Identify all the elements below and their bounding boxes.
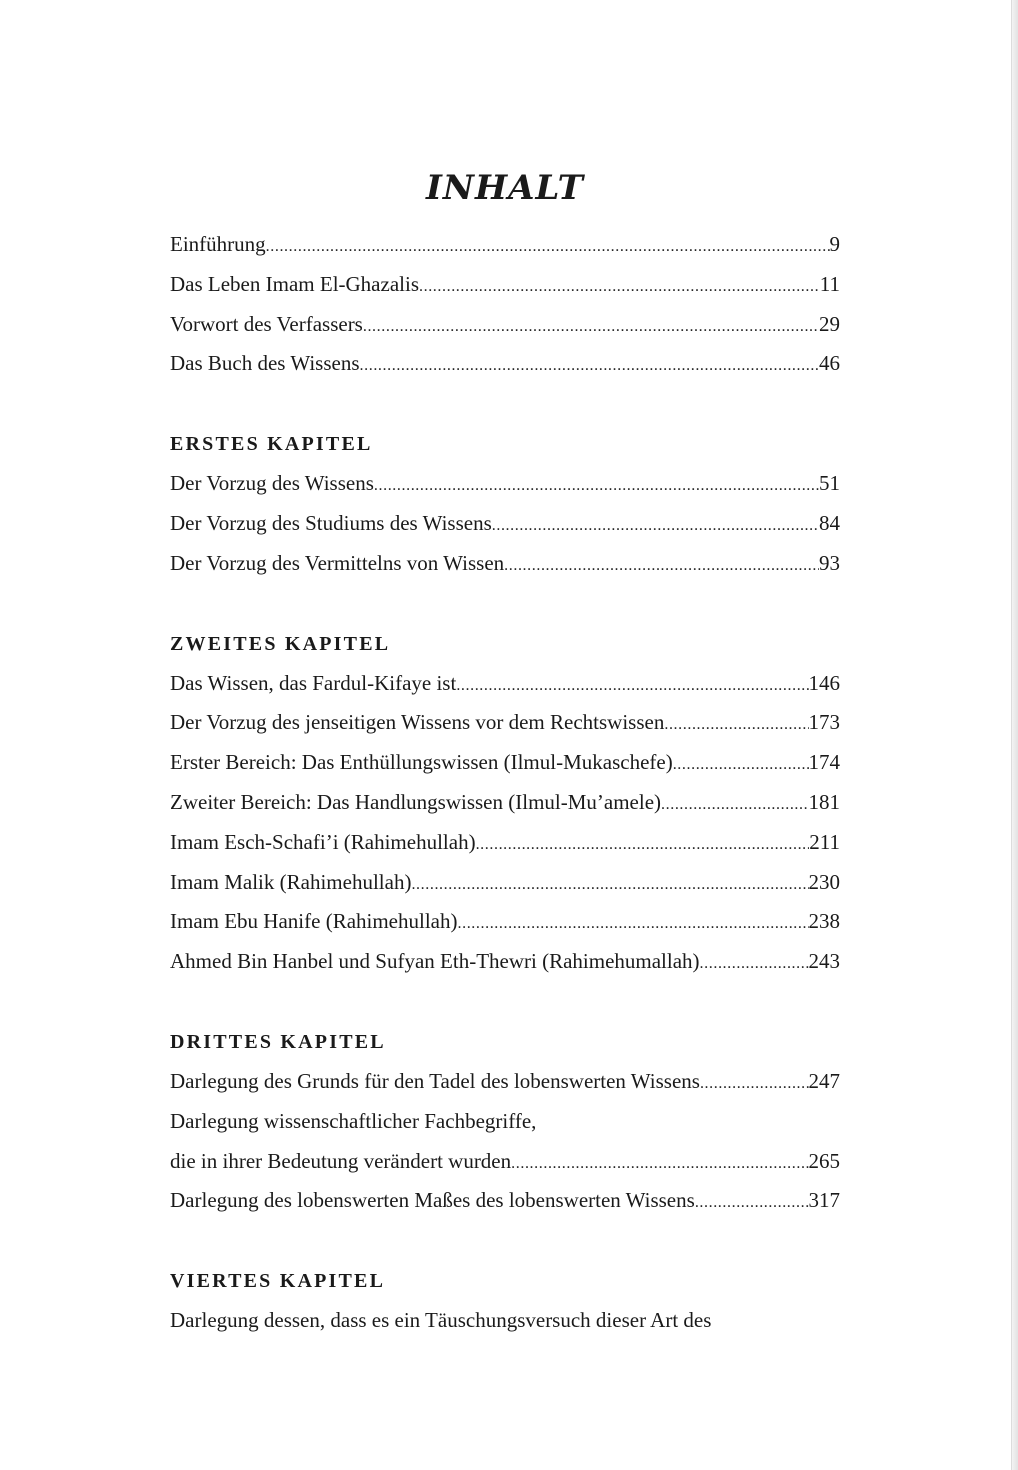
dot-leader — [419, 267, 820, 307]
toc-entry[interactable] — [170, 1142, 840, 1182]
toc-entry[interactable] — [170, 305, 840, 345]
dot-leader — [476, 825, 810, 865]
dot-leader — [363, 307, 819, 347]
toc-entry[interactable] — [170, 504, 840, 544]
table-of-contents — [170, 225, 840, 1381]
toc-entry-line: Darlegung dessen, dass es ein Täuschungsversuch dieser Art des — [170, 1308, 712, 1333]
toc-page-number: 247 — [808, 1068, 840, 1093]
toc-page-number: 211 — [809, 829, 840, 854]
toc-entry[interactable] — [170, 902, 840, 942]
toc-page-number: 181 — [808, 789, 840, 814]
toc-entry[interactable] — [170, 225, 840, 265]
dot-leader — [458, 904, 809, 944]
toc-section — [170, 624, 840, 982]
toc-entry-title: Einführung — [170, 232, 266, 256]
toc-section — [170, 1022, 840, 1221]
toc-entry[interactable] — [170, 1181, 840, 1221]
toc-entry[interactable] — [170, 464, 840, 504]
dot-leader — [695, 1183, 809, 1223]
toc-entry-title: Imam Esch-Schafi’i (Rahimehullah) — [170, 829, 476, 854]
toc-page-number: 46 — [819, 351, 840, 376]
dot-leader — [661, 785, 808, 825]
toc-entry[interactable] — [170, 265, 840, 305]
toc-page-number: 84 — [819, 510, 840, 535]
toc-page-number: 173 — [808, 710, 840, 735]
dot-leader — [664, 705, 808, 745]
toc-page-number: 9 — [829, 232, 840, 256]
toc-section — [170, 424, 840, 583]
dot-leader — [700, 944, 809, 984]
dot-leader — [456, 666, 808, 706]
toc-entry[interactable] — [170, 783, 840, 823]
toc-page-number: 146 — [808, 670, 840, 695]
toc-entry[interactable] — [170, 863, 840, 903]
toc-page-number: 238 — [808, 909, 840, 934]
toc-entry[interactable] — [170, 664, 840, 704]
dot-leader — [374, 466, 819, 506]
toc-section — [170, 225, 840, 384]
toc-page-number: 51 — [819, 471, 840, 496]
toc-entry-title: Der Vorzug des Vermittelns von Wissen — [170, 550, 505, 575]
toc-entry-title: die in ihrer Bedeutung verändert wurden — [170, 1148, 512, 1173]
toc-entry-title: Zweiter Bereich: Das Handlungswissen (Ilmul-Mu’amele) — [170, 789, 662, 814]
dot-leader — [492, 506, 819, 546]
toc-entry-title: Ahmed Bin Hanbel und Sufyan Eth-Thewri (Rahimehumallah) — [170, 949, 700, 974]
toc-entry[interactable] — [170, 344, 840, 384]
dot-leader — [673, 745, 809, 785]
toc-entry-title: Imam Ebu Hanife (Rahimehullah) — [170, 909, 458, 934]
toc-entry-title: Der Vorzug des jenseitigen Wissens vor dem Rechtswissen — [170, 710, 665, 735]
dot-leader — [360, 346, 819, 386]
toc-entry[interactable] — [170, 823, 840, 863]
toc-entry-title: Der Vorzug des Studiums des Wissens — [170, 510, 492, 535]
toc-entry-title: Imam Malik (Rahimehullah) — [170, 869, 412, 894]
toc-entry-title: Das Leben Imam El-Ghazalis — [170, 271, 419, 296]
toc-entry[interactable] — [170, 544, 840, 584]
chapter-heading: ZWEITES KAPITEL — [170, 632, 391, 655]
toc-entry[interactable] — [170, 703, 840, 743]
toc-entry[interactable] — [170, 743, 840, 783]
toc-page-number: 230 — [808, 869, 840, 894]
chapter-heading: VIERTES KAPITEL — [170, 1270, 386, 1293]
toc-page-number: 174 — [808, 750, 840, 775]
toc-section — [170, 1261, 840, 1341]
toc-entry-title: Das Wissen, das Fardul-Kifaye ist — [170, 670, 457, 695]
dot-leader — [504, 546, 819, 586]
toc-entry-title: Das Buch des Wissens — [170, 351, 360, 376]
toc-page-number: 93 — [819, 550, 840, 575]
toc-page-number: 243 — [808, 949, 840, 974]
toc-page-number: 11 — [819, 271, 840, 296]
toc-page-number: 265 — [808, 1148, 840, 1173]
toc-entry-title: Der Vorzug des Wissens — [170, 471, 374, 496]
chapter-heading: DRITTES KAPITEL — [170, 1030, 386, 1053]
toc-entry-title: Vorwort des Verfassers — [170, 311, 363, 336]
dot-leader — [266, 227, 830, 267]
toc-entry[interactable] — [170, 1062, 840, 1102]
dot-leader — [411, 865, 808, 905]
chapter-heading: ERSTES KAPITEL — [170, 433, 373, 456]
page-title: INHALT — [426, 168, 584, 208]
toc-page-number: 29 — [819, 311, 840, 336]
toc-entry-title: Darlegung des Grunds für den Tadel des lobenswerten Wissens — [170, 1068, 700, 1093]
dot-leader — [511, 1144, 808, 1184]
toc-entry-line: Darlegung wissenschaftlicher Fachbegriffe, — [170, 1108, 537, 1133]
toc-page-number: 317 — [808, 1188, 840, 1213]
dot-leader — [700, 1064, 809, 1104]
toc-entry-title: Darlegung des lobenswerten Maßes des lobenswerten Wissens — [170, 1188, 695, 1213]
toc-entry[interactable] — [170, 942, 840, 982]
toc-entry-title: Erster Bereich: Das Enthüllungswissen (Ilmul-Mukaschefe) — [170, 750, 673, 775]
page-edge — [1011, 0, 1018, 1470]
